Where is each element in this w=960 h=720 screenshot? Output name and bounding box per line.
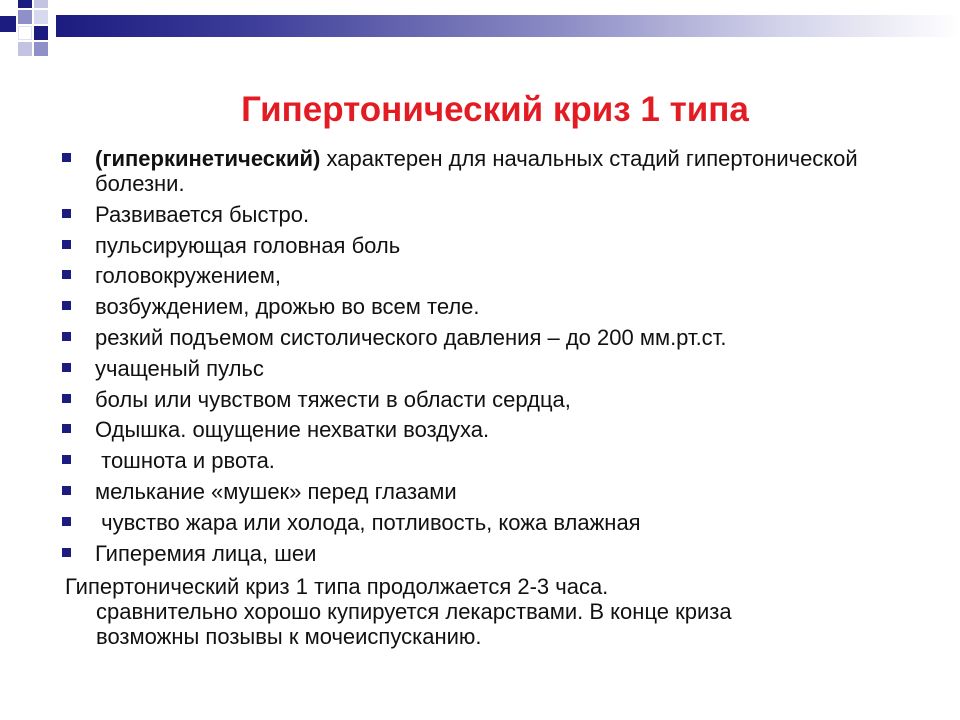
closing-line: сравнительно хорошо купируется лекарствами. В конце криза (96, 599, 732, 624)
item-text: Гиперемия лица, шеи (95, 540, 317, 566)
square-bullet-icon (62, 270, 71, 279)
list-item (60, 356, 930, 381)
symptom-list (60, 146, 930, 571)
square-bullet-icon (62, 486, 71, 495)
item-text: характерен для начальных стадий гипертонической болезни. (95, 146, 858, 196)
square-bullet-icon (62, 209, 71, 218)
closing-line: Гипертонический криз 1 типа продолжается 2-3 часа. (65, 574, 609, 599)
square-bullet-icon (62, 153, 71, 162)
closing-paragraph (65, 574, 925, 649)
item-text: резкий подъемом систолического давления – до 200 мм.рт.ст. (95, 324, 727, 350)
list-item (60, 448, 930, 473)
list-item (60, 387, 930, 412)
square-bullet-icon (62, 363, 71, 372)
item-text: болы или чувством тяжести в области сердца, (95, 386, 571, 412)
list-item (60, 541, 930, 566)
square-bullet-icon (62, 548, 71, 557)
item-text: учащеный пульс (95, 355, 264, 381)
square-bullet-icon (62, 455, 71, 464)
deco-square (18, 26, 32, 40)
item-text: мелькание «мушек» перед глазами (95, 478, 457, 504)
closing-line: возможны позывы к мочеиспусканию. (96, 624, 482, 649)
square-bullet-icon (62, 240, 71, 249)
deco-square (34, 10, 48, 24)
list-item (60, 479, 930, 504)
decorative-header (0, 0, 960, 60)
item-bold: (гиперкинетический) (95, 146, 321, 171)
list-item (60, 417, 930, 442)
square-bullet-icon (62, 394, 71, 403)
item-text: головокружением, (95, 263, 282, 289)
list-item (60, 294, 930, 319)
deco-square (18, 0, 32, 8)
deco-square (34, 42, 48, 56)
item-text: пульсирующая головная боль (95, 232, 401, 258)
deco-square (18, 10, 32, 24)
list-item (60, 263, 930, 288)
item-text: тошнота и рвота. (95, 448, 275, 474)
item-text: Развивается быстро. (95, 201, 310, 227)
deco-square (34, 0, 48, 8)
square-bullet-icon (62, 301, 71, 310)
deco-square (0, 16, 16, 32)
item-text: чувство жара или холода, потливость, кожа влажная (95, 509, 641, 535)
list-item (60, 510, 930, 535)
slide-title: Гипертонический криз 1 типа (241, 90, 749, 129)
deco-square (34, 26, 48, 40)
item-text: возбуждением, дрожью во всем теле. (95, 294, 480, 320)
square-bullet-icon (62, 332, 71, 341)
gradient-bar (56, 15, 960, 37)
list-item (60, 325, 930, 350)
deco-square (18, 42, 32, 56)
list-item (60, 146, 930, 196)
square-bullet-icon (62, 517, 71, 526)
square-bullet-icon (62, 424, 71, 433)
list-item (60, 202, 930, 227)
list-item (60, 233, 930, 258)
item-text: Одышка. ощущение нехватки воздуха. (95, 417, 490, 443)
